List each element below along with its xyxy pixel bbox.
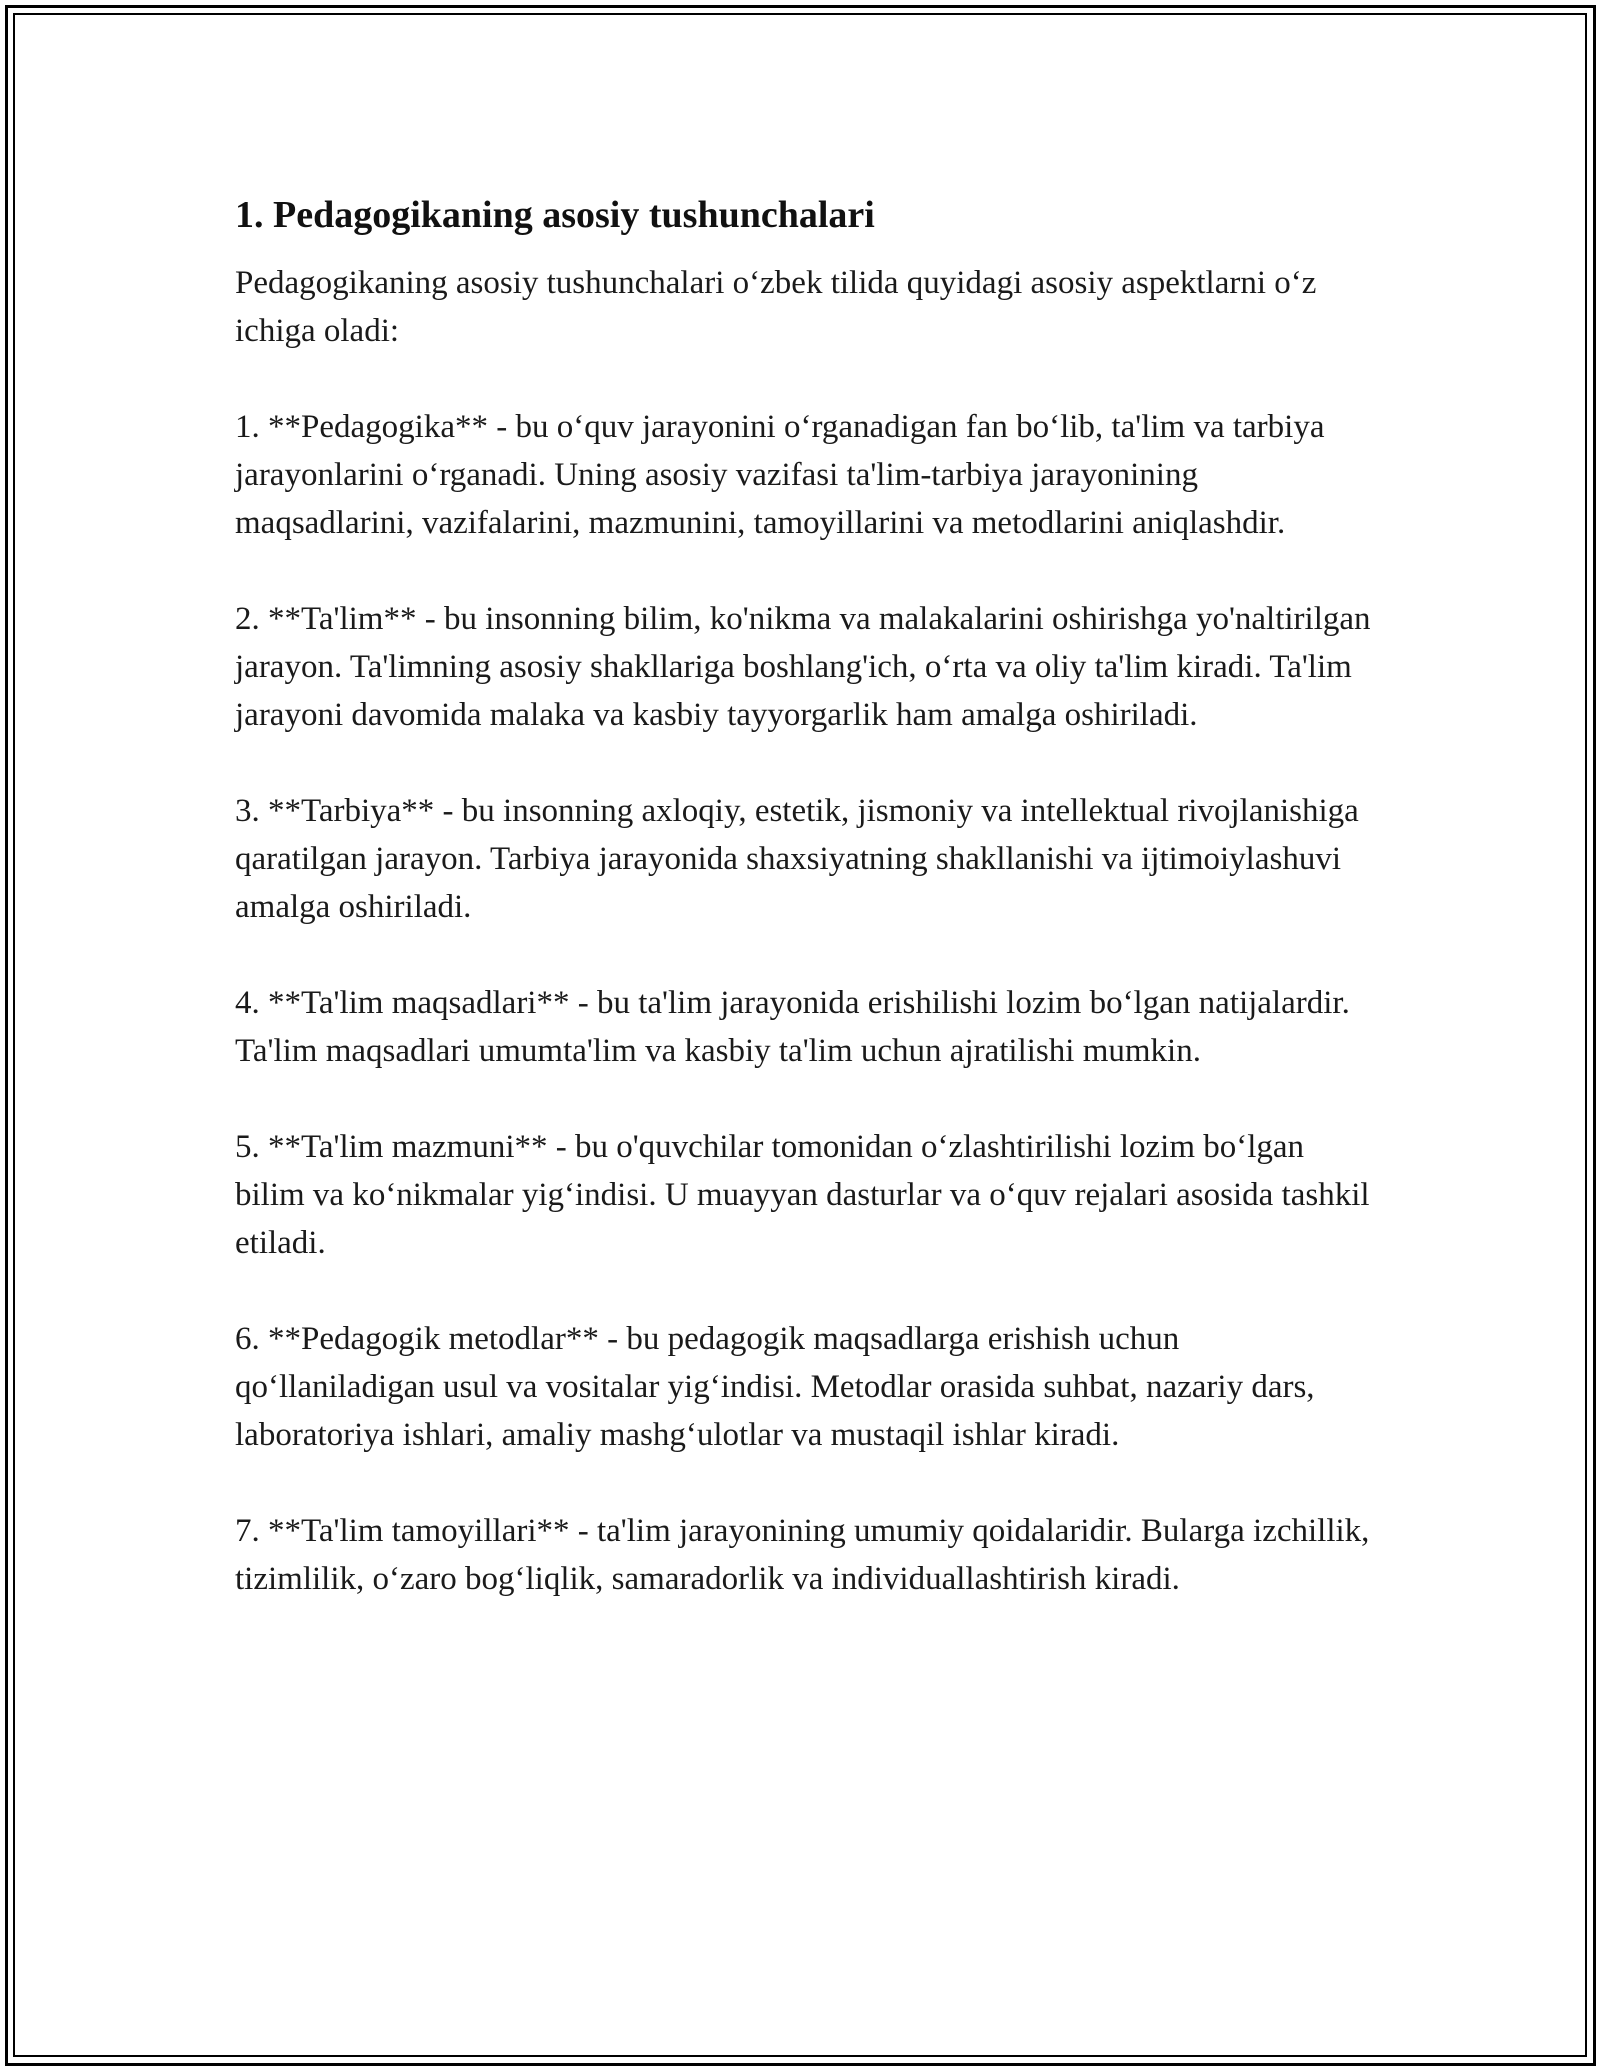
list-item-tarbiya: 3. **Tarbiya** - bu insonning axloqiy, estetik, jismoniy va intellektual rivojlanishiga qaratilgan jarayon. Tarbiya jarayonida shaxsiyatning shakllanishi va ijtimoiylashuvi amalga oshiriladi.: [235, 793, 1359, 925]
list-item-pedagogik-metodlar: 6. **Pedagogik metodlar** - bu pedagogik maqsadlarga erishish uchun qo‘llaniladigan usul va vositalar yig‘indisi. Metodlar orasida suhbat, nazariy dars, laboratoriya ishlari, amaliy mashg‘ulotlar va mustaqil ishlar kiradi.: [235, 1321, 1315, 1453]
list-item-talim: 2. **Ta'lim** - bu insonning bilim, ko'nikma va malakalarini oshirishga yo'naltirilgan jarayon. Ta'limning asosiy shakllariga boshlang'ich, o‘rta va oliy ta'lim kiradi. Ta'lim jarayoni davomida malaka va kasbiy tayyorgarlik ham amalga oshiriladi.: [235, 601, 1371, 733]
document-body: [235, 185, 1375, 1603]
list-item-talim-maqsadlari: 4. **Ta'lim maqsadlari** - bu ta'lim jarayonida erishilishi lozim bo‘lgan natijalardir. Ta'lim maqsadlari umumta'lim va kasbiy ta'lim uchun ajratilishi mumkin.: [235, 985, 1350, 1069]
list-item-talim-tamoyillari: 7. **Ta'lim tamoyillari** - ta'lim jarayonining umumiy qoidalaridir. Bularga izchillik, tizimlilik, o‘zaro bog‘liqlik, samaradorlik va individuallashtirish kiradi.: [235, 1513, 1370, 1597]
list-item-talim-mazmuni: 5. **Ta'lim mazmuni** - bu o'quvchilar tomonidan o‘zlashtirilishi lozim bo‘lgan bilim va ko‘nikmalar yig‘indisi. U muayyan dasturlar va o‘quv rejalari asosida tashkil etiladi.: [235, 1129, 1370, 1261]
list-item-pedagogika: 1. **Pedagogika** - bu o‘quv jarayonini o‘rganadigan fan bo‘lib, ta'lim va tarbiya jarayonlarini o‘rganadi. Uning asosiy vazifasi ta'lim-tarbiya jarayonining maqsadlarini, vazifalarini, mazmunini, tamoyillarini va metodlarini aniqlashdir.: [235, 409, 1325, 541]
document-heading: 1. Pedagogikaning asosiy tushunchalari: [235, 194, 875, 236]
intro-paragraph: Pedagogikaning asosiy tushunchalari o‘zbek tilida quyidagi asosiy aspektlarni o‘z ichiga oladi:: [235, 265, 1317, 349]
